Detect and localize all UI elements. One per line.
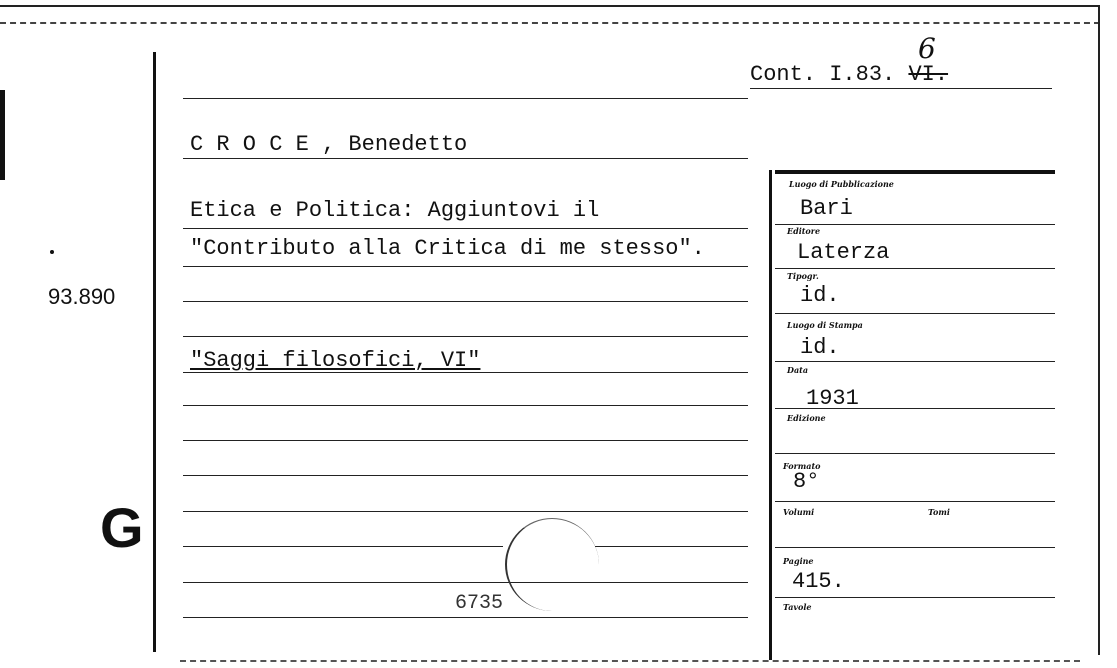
- card-left-edge: [0, 90, 5, 180]
- series-text: "Saggi filosofici, VI": [190, 348, 481, 373]
- left-dot: [50, 250, 54, 254]
- left-number: 93.890: [48, 284, 116, 309]
- location-letter: G: [100, 496, 144, 559]
- field-line: [775, 547, 1055, 548]
- ruled-line: [183, 98, 748, 99]
- author-text: C R O C E , Benedetto: [190, 132, 468, 157]
- signature-underline: [750, 88, 1052, 89]
- signature-handwritten: 6: [918, 32, 936, 65]
- date-label: Data: [787, 365, 808, 375]
- details-box-top: [775, 170, 1055, 174]
- ruled-line: [183, 301, 748, 302]
- print-place-value: id.: [800, 335, 840, 360]
- field-line: [775, 268, 1055, 269]
- field-line: [775, 313, 1055, 314]
- volumes-label: Volumi: [783, 507, 815, 517]
- field-line: [775, 453, 1055, 454]
- details-box-left: [769, 170, 772, 660]
- ruled-line: [183, 405, 748, 406]
- publisher-label: Editore: [787, 226, 821, 236]
- ruled-line: [183, 158, 748, 159]
- field-line: [775, 501, 1055, 502]
- publisher-value: Laterza: [797, 240, 890, 265]
- ruled-line: [183, 511, 748, 512]
- date-value: 1931: [806, 386, 859, 411]
- signature-text: Cont. I.83.: [750, 62, 896, 87]
- printer-label: Tipogr.: [787, 271, 819, 281]
- format-value: 8°: [793, 469, 820, 494]
- tomes-label: Tomi: [928, 507, 950, 517]
- card-vertical-rule: [153, 52, 156, 652]
- title-line-2: "Contributo alla Critica di me stesso".: [190, 236, 705, 261]
- ruled-line: [183, 266, 748, 267]
- ruled-line: [183, 617, 748, 618]
- punch-hole: [505, 518, 599, 611]
- pages-value: 415.: [792, 569, 845, 594]
- signature-mark: [750, 62, 948, 87]
- edition-label: Edizione: [787, 413, 826, 423]
- title-line-1: Etica e Politica: Aggiuntovi il: [190, 198, 600, 223]
- ruled-line: [595, 546, 748, 547]
- field-line: [775, 361, 1055, 362]
- card-bottom-border: [180, 660, 1080, 662]
- place-value: Bari: [800, 196, 853, 221]
- field-line: [775, 597, 1055, 598]
- plates-label: Tavole: [783, 602, 812, 612]
- format-label: Formato: [783, 461, 821, 471]
- field-line: [775, 224, 1055, 225]
- card-top-border: [0, 5, 1100, 7]
- ruled-line: [183, 336, 748, 337]
- place-label: Luogo di Pubblicazione: [789, 179, 894, 189]
- ruled-line: [183, 546, 503, 547]
- ruled-line: [183, 475, 748, 476]
- ruled-line: [183, 228, 748, 229]
- card-top-border-dashed: [0, 22, 1100, 24]
- author-name: [190, 132, 467, 157]
- printer-value: id.: [800, 283, 840, 308]
- card-right-border: [1098, 5, 1100, 655]
- stamp-number: 6735: [455, 592, 504, 615]
- pages-label: Pagine: [783, 556, 814, 566]
- ruled-line: [183, 440, 748, 441]
- signature-struck: VI.: [908, 62, 949, 87]
- ruled-line: [183, 582, 748, 583]
- print-place-label: Luogo di Stampa: [787, 320, 863, 330]
